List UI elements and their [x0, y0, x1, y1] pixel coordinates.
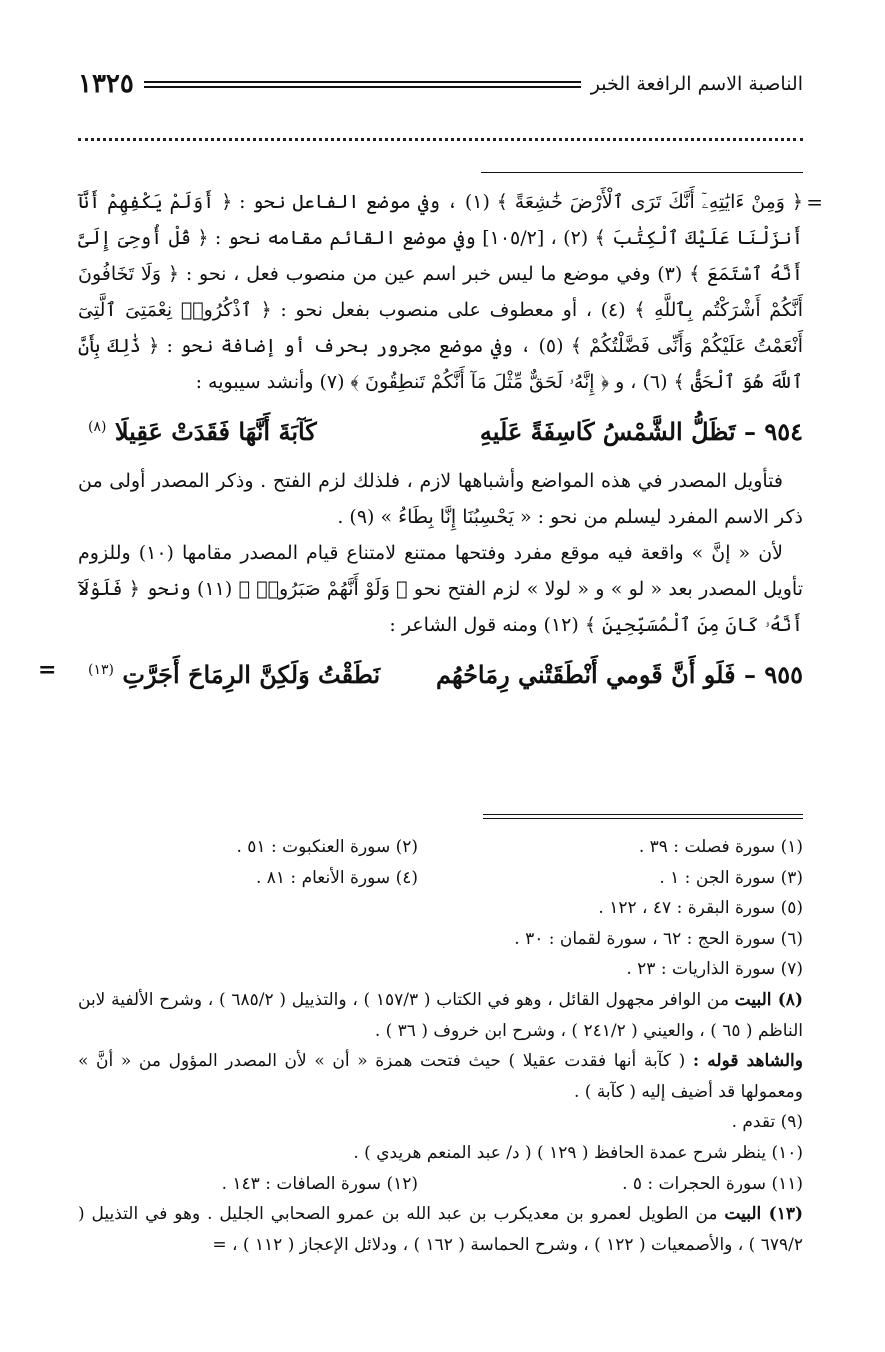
verse-number: ٩٥٤ –	[743, 417, 803, 446]
footnote-4: (٤) سورة الأنعام : ٨١ .	[255, 867, 418, 888]
footnote-11: (١١) سورة الحجرات : ٥ .	[622, 1173, 803, 1194]
footnote-2: (٢) سورة العنكبوت : ٥١ .	[236, 837, 418, 857]
footnote-row	[78, 1169, 803, 1200]
main-text	[38, 184, 823, 706]
verse-954	[78, 404, 803, 455]
footnote-7: (٧) سورة الذاريات : ٢٣ .	[626, 959, 803, 980]
page-number: ١٣٢٥	[78, 69, 134, 99]
footnote-ref: (٨)	[88, 419, 107, 435]
footnote-3: (٣) سورة الجن : ١ .	[659, 867, 803, 888]
verse-955	[38, 647, 803, 698]
continuation-mark: =	[806, 190, 823, 214]
running-title: الناصبة الاسم الرافعة الخبر	[590, 73, 803, 95]
footnote-5: (٥) سورة البقرة : ٤٧ ، ١٢٢ .	[598, 898, 803, 919]
verse-955-first-half: ٩٥٥ – فَلَو أَنَّ قَومي أَنْطَقَتْني رِمَاحُهُم	[436, 660, 803, 689]
footnote-12: (١٢) سورة الصافات : ١٤٣ .	[221, 1173, 418, 1194]
dotted-divider	[78, 138, 803, 141]
paragraph-2: فتأويل المصدر في هذه المواضع وأشباهها لازم ، فلذلك لزم الفتح . وذكر المصدر أولى من ذكر الاسم المفرد ليسلم من نحو : « يَحْسِبُنَا إِنَّا بِطَاءُ » (٩) .	[78, 470, 803, 528]
footnote-separator	[483, 814, 803, 819]
footnote-8: (٨) البيت من الوافر مجهول القائل ، وهو في الكتاب ( ١٥٧/٣ ) ، والتذييل ( ٦٨٥/٢ ) ، وشرح الألفية لابن الناظم ( ٦٥ ) ، والعيني ( ٢٤١/٢ ) ، وشرح ابن خروف ( ٣٦ ) .	[78, 989, 803, 1041]
footnote-1: (١) سورة فصلت : ٣٩ .	[638, 837, 803, 857]
verse-954-second-half: كَآبَةَ أَنَّهَا فَقَدَتْ عَقِيلَا $^{(٨)}$	[88, 417, 317, 446]
continuation-rule	[481, 172, 803, 173]
verse-954-first-half: ٩٥٤ – تَظَلُّ الشَّمْسُ كَاسِفَةً عَلَيهِ	[479, 417, 803, 446]
footnote-row	[78, 832, 803, 863]
running-head	[78, 64, 803, 104]
footnotes	[78, 832, 803, 1260]
header-rule	[144, 81, 581, 88]
verse-955-second-half: نَطَقْتُ وَلَكِنَّ الرِمَاحَ أَجَرَّتِ $^{(١٣)}$	[88, 660, 381, 689]
footnote-ref: (١٣)	[88, 662, 114, 678]
footnote-row	[78, 863, 803, 894]
paragraph-1: ﴿ وَمِنْ ءَايَٰتِهِۦٓ أَنَّكَ تَرَى ٱلْأَرْضَ خَٰشِعَةً ﴾ (١) ، وفي موضع الفاعل نحو : ﴿ أَوَلَمْ يَكْفِهِمْ أَنَّآ أَنزَلْنَا عَلَيْكَ ٱلْكِتَٰبَ ﴾ (٢) ، [١٠٥/٢] وفي موضع القائم مقامه نحو : ﴿ قُلْ أُوحِىَ إِلَىَّ أَنَّهُ ٱسْتَمَعَ ﴾ (٣) وفي موضع ما ليس خبر اسم عين من منصوب فعل ، نحو : ﴿ وَلَا تَخَافُونَ أَنَّكُمْ أَشْرَكْتُم بِٱللَّهِ ﴾ (٤) ، أو معطوف على منصوب بفعل نحو : ﴿ ٱذْكُرُوا۟ نِعْمَتِىَ ٱلَّتِىٓ أَنْعَمْتُ عَلَيْكُمْ وَأَنِّى فَضَّلْتُكُمْ ﴾ (٥) ، وفي موضع مجرور بحرف أو إضافة نحو : ﴿ ذَٰلِكَ بِأَنَّ ٱللَّهَ هُوَ ٱلْحَقُّ ﴾ (٦) ، و ﴿ إِنَّهُۥ لَحَقٌّ مِّثْلَ مَآ أَنَّكُمْ تَنطِقُونَ ﴾ (٧) وأنشد سيبويه :	[78, 191, 803, 393]
verse-number: ٩٥٥ –	[743, 660, 803, 689]
footnote-8-shahid: والشاهد قوله : ( كآبة أنها فقدت عقيلا ) حيث فتحت همزة « أن » لأن المصدر المؤول من « أنَّ » ومعمولها قد أضيف إليه ( كآبة ) .	[78, 1051, 803, 1102]
footnote-13: (١٣) البيت من الطويل لعمرو بن معديكرب بن عبد الله بن عمرو الصحابي الجليل . وهو في التذييل ( ٦٧٩/٢ ) ، والأصمعيات ( ١٢٢ ) ، وشرح الحماسة ( ١٦٢ ) ، ودلائل الإعجاز ( ١١٢ ) ، =	[78, 1204, 803, 1255]
paragraph-3: لأن « إنَّ » واقعة فيه موقع مفرد وفتحها ممتنع لامتناع قيام المصدر مقامها (١٠) وللزوم تأويل المصدر بعد « لو » و « لولا » لزم الفتح نحو ﴿ وَلَوْ أَنَّهُمْ صَبَرُوا۟ ﴾ (١١) ونحو ﴿ فَلَوْلَآ أَنَّهُۥ كَانَ مِنَ ٱلْمُسَبِّحِينَ ﴾ (١٢) ومنه قول الشاعر :	[78, 542, 804, 636]
footnote-9: (٩) تقدم .	[731, 1112, 803, 1133]
footnote-6: (٦) سورة الحج : ٦٢ ، سورة لقمان : ٣٠ .	[514, 928, 803, 949]
verse-continuation-mark: =	[38, 657, 57, 683]
footnote-10: (١٠) ينظر شرح عمدة الحافظ ( ١٢٩ ) ( د/ عبد المنعم هريدي ) .	[353, 1142, 803, 1163]
